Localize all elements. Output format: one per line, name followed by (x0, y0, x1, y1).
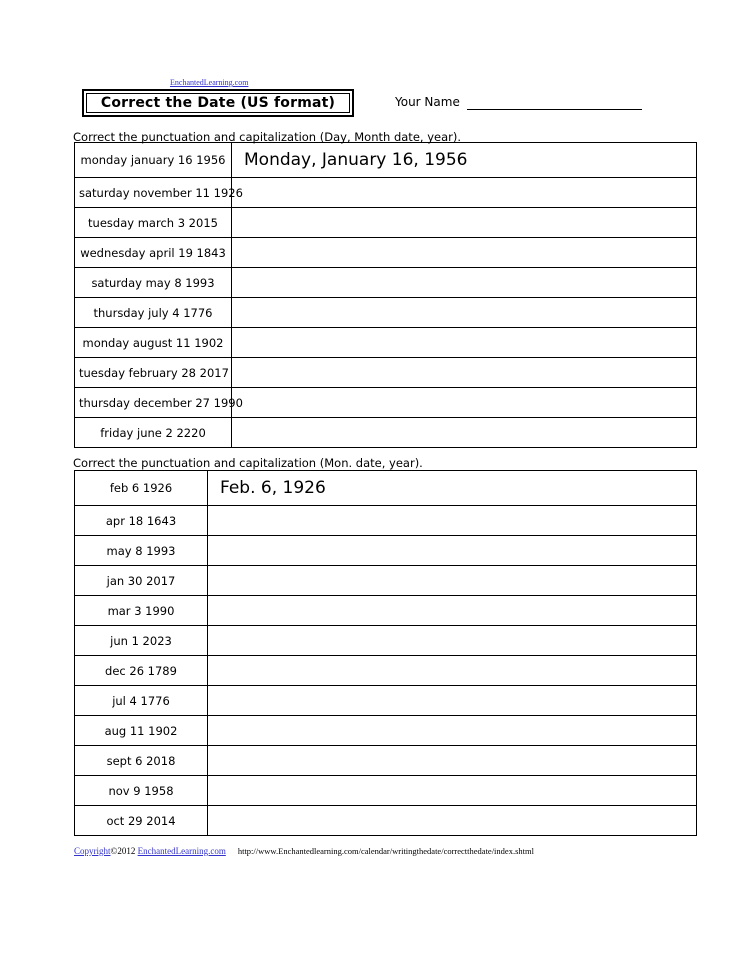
instruction-section-1: Correct the punctuation and capitalization (Day, Month date, year). (73, 130, 462, 144)
prompt-cell: sept 6 2018 (75, 746, 208, 776)
answer-cell[interactable] (232, 328, 697, 358)
page-title: Correct the Date (US format) (100, 95, 336, 111)
answer-cell[interactable] (232, 298, 697, 328)
answer-cell[interactable] (208, 596, 697, 626)
answer-cell[interactable] (232, 358, 697, 388)
table-row (75, 506, 697, 536)
prompt-cell: nov 9 1958 (75, 776, 208, 806)
date-table-day-month (74, 142, 697, 448)
table-row (75, 746, 697, 776)
answer-cell[interactable] (208, 506, 697, 536)
table-row (75, 298, 697, 328)
prompt-cell: saturday november 11 1926 (75, 178, 232, 208)
table-row (75, 208, 697, 238)
prompt-cell: tuesday march 3 2015 (75, 208, 232, 238)
site-link[interactable]: EnchantedLearning.com (137, 846, 226, 856)
worksheet-title-box (82, 89, 354, 117)
answer-cell[interactable] (208, 716, 697, 746)
copyright-link[interactable]: Copyright (74, 846, 111, 856)
table-row (75, 626, 697, 656)
answer-cell[interactable] (208, 626, 697, 656)
prompt-cell: oct 29 2014 (75, 806, 208, 836)
prompt-cell: jan 30 2017 (75, 566, 208, 596)
answer-cell[interactable] (232, 418, 697, 448)
table-row (75, 328, 697, 358)
answer-cell[interactable] (208, 536, 697, 566)
prompt-cell: jul 4 1776 (75, 686, 208, 716)
answer-cell[interactable] (232, 268, 697, 298)
page-footer (74, 846, 534, 856)
prompt-cell: jun 1 2023 (75, 626, 208, 656)
answer-cell[interactable]: Feb. 6, 1926 (208, 471, 697, 506)
your-name-label: Your Name (395, 95, 460, 109)
table-row (75, 566, 697, 596)
table-row (75, 656, 697, 686)
prompt-cell: apr 18 1643 (75, 506, 208, 536)
footer-url: http://www.Enchantedlearning.com/calendar/writingthedate/correctthedate/index.shtml (237, 846, 534, 856)
answer-cell[interactable] (208, 746, 697, 776)
prompt-cell: feb 6 1926 (75, 471, 208, 506)
answer-cell[interactable]: Monday, January 16, 1956 (232, 143, 697, 178)
table-row (75, 268, 697, 298)
prompt-cell: monday august 11 1902 (75, 328, 232, 358)
table-row (75, 471, 697, 506)
table-row (75, 178, 697, 208)
your-name-field[interactable] (467, 109, 642, 110)
answer-cell[interactable] (232, 388, 697, 418)
prompt-cell: wednesday april 19 1843 (75, 238, 232, 268)
prompt-cell: saturday may 8 1993 (75, 268, 232, 298)
site-credit-link[interactable]: EnchantedLearning.com (170, 78, 249, 87)
table-row (75, 686, 697, 716)
date-table-abbrev-month (74, 470, 697, 836)
prompt-cell: thursday december 27 1990 (75, 388, 232, 418)
prompt-cell: may 8 1993 (75, 536, 208, 566)
table-row (75, 776, 697, 806)
prompt-cell: monday january 16 1956 (75, 143, 232, 178)
table-row (75, 358, 697, 388)
prompt-cell: thursday july 4 1776 (75, 298, 232, 328)
answer-cell[interactable] (208, 566, 697, 596)
prompt-cell: dec 26 1789 (75, 656, 208, 686)
answer-cell[interactable] (208, 656, 697, 686)
worksheet-header (75, 78, 675, 126)
table-row (75, 143, 697, 178)
answer-cell[interactable] (232, 238, 697, 268)
prompt-cell: friday june 2 2220 (75, 418, 232, 448)
copyright-text: ©2012 (110, 846, 138, 856)
answer-cell[interactable] (208, 686, 697, 716)
table-row (75, 238, 697, 268)
table-row (75, 716, 697, 746)
table-row (75, 806, 697, 836)
instruction-section-2: Correct the punctuation and capitalization (Mon. date, year). (73, 456, 423, 470)
answer-cell[interactable] (208, 776, 697, 806)
answer-cell[interactable] (208, 806, 697, 836)
table-row (75, 418, 697, 448)
prompt-cell: aug 11 1902 (75, 716, 208, 746)
table-row (75, 536, 697, 566)
prompt-cell: tuesday february 28 2017 (75, 358, 232, 388)
answer-cell[interactable] (232, 208, 697, 238)
prompt-cell: mar 3 1990 (75, 596, 208, 626)
answer-cell[interactable] (232, 178, 697, 208)
table-row (75, 388, 697, 418)
table-row (75, 596, 697, 626)
